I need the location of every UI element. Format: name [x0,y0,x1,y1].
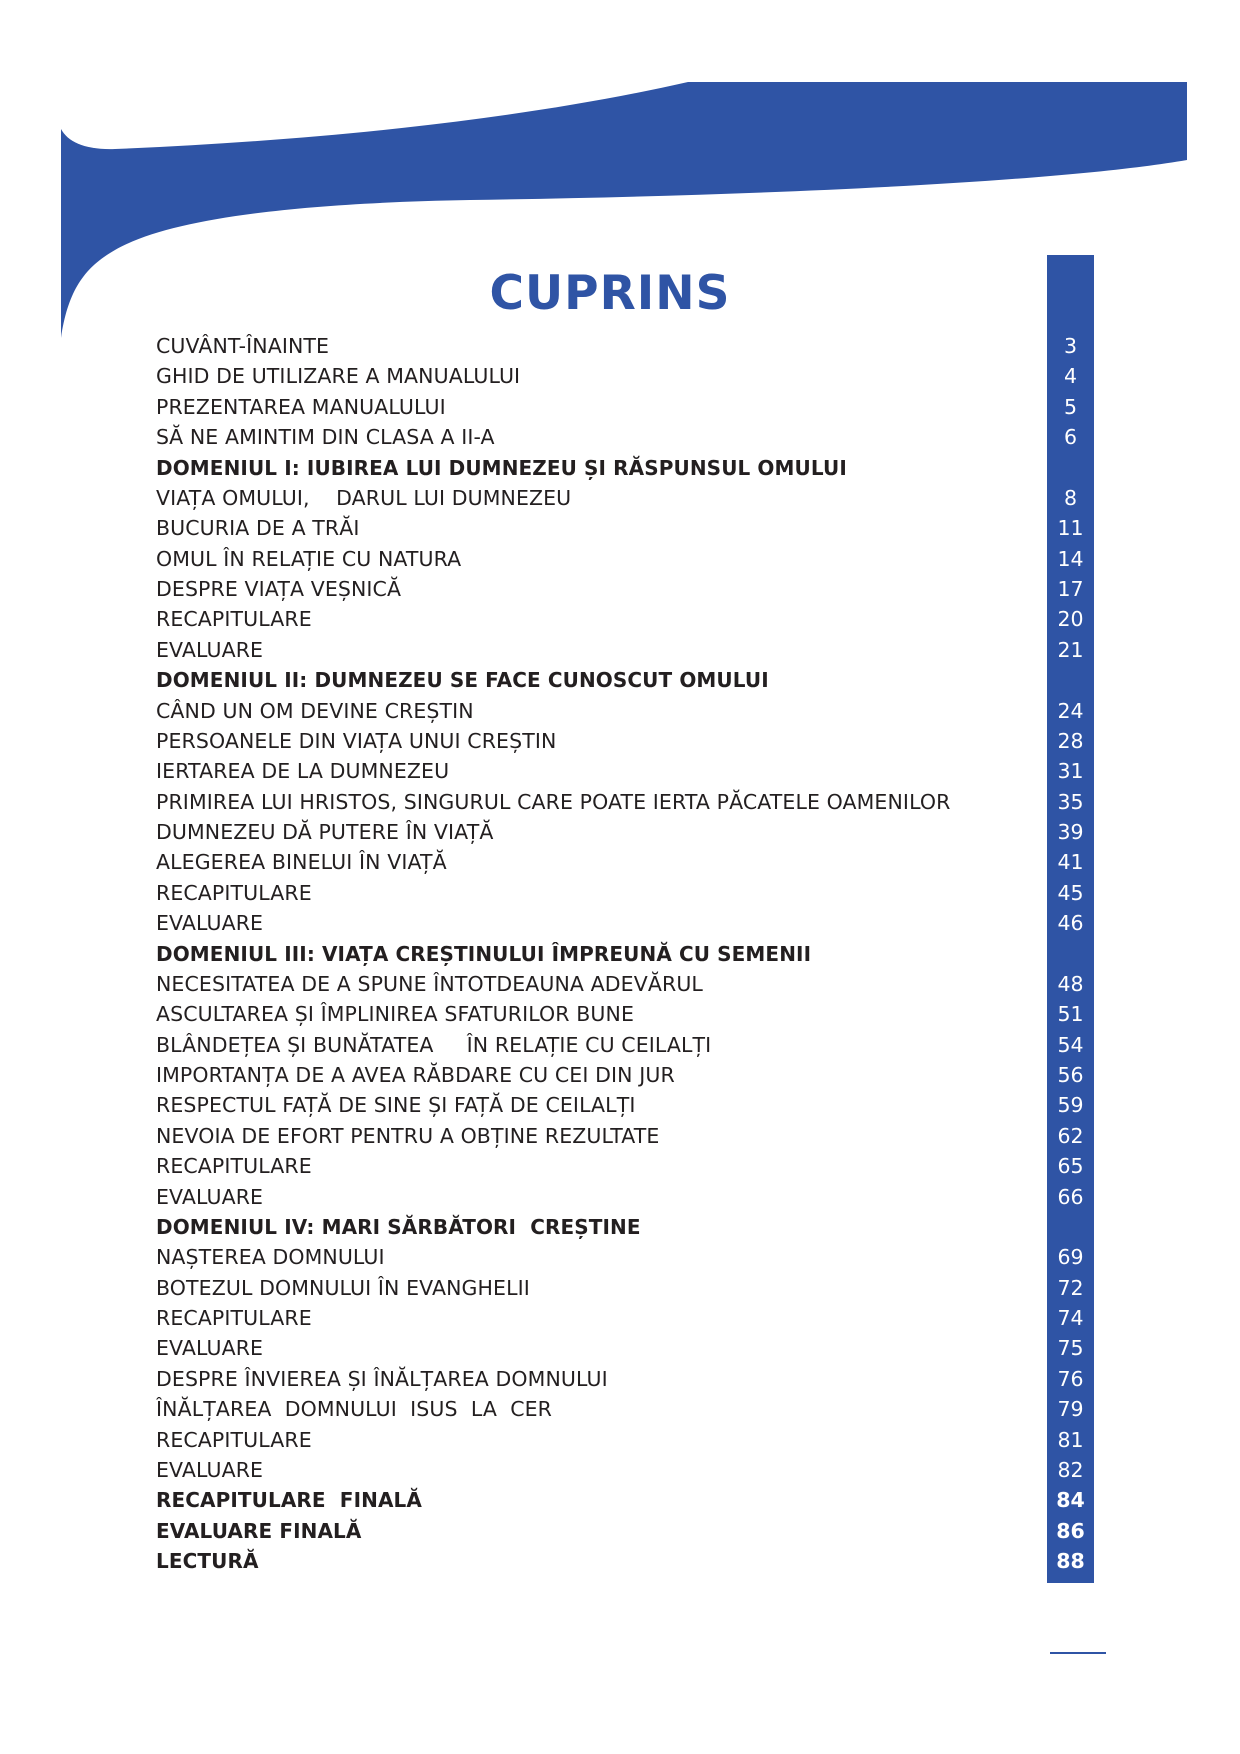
table-of-contents [0,331,1240,1576]
toc-entry-page: 48 [1057,971,1084,996]
toc-entry-title: NAȘTEREA DOMNULUI [156,1245,385,1270]
toc-entry-page: 4 [1063,364,1078,389]
toc-entry [0,1394,1240,1424]
toc-entry-title: IERTAREA DE LA DUMNEZEU [156,759,450,784]
toc-entry-page: 54 [1057,1032,1084,1057]
toc-entry-title: EVALUARE [156,911,264,936]
toc-entry [0,847,1240,877]
toc-entry-page: 45 [1057,880,1084,905]
toc-entry-title: LECTURĂ [156,1549,259,1573]
toc-entry-title: GHID DE UTILIZARE A MANUALULUI [156,364,521,389]
toc-entry [0,422,1240,452]
toc-entry-title: DESPRE ÎNVIEREA ȘI ÎNĂLȚAREA DOMNULUI [156,1366,608,1391]
toc-entry-title: RECAPITULARE [156,1427,312,1452]
toc-entry-title: DOMENIUL III: VIAȚA CREȘTINULUI ÎMPREUNĂ CU SEMENII [156,941,812,966]
toc-entry-page: 59 [1057,1093,1084,1118]
toc-entry [0,1242,1240,1272]
toc-entry-title: BLÂNDEȚEA ȘI BUNĂTATEA ÎN RELAȚIE CU CEILALȚI [156,1032,712,1057]
toc-entry [0,1455,1240,1485]
toc-entry-page: 35 [1057,789,1084,814]
toc-section-heading [0,1212,1240,1242]
toc-entry-page: 28 [1057,728,1084,753]
toc-entry-page: 56 [1057,1063,1084,1087]
toc-entry-page: 3 [1063,334,1078,358]
toc-entry-title: EVALUARE [156,1184,264,1209]
toc-entry [0,1425,1240,1455]
toc-entry-title: DESPRE VIAȚA VEȘNICĂ [156,577,402,601]
toc-entry-page: 8 [1063,485,1078,510]
toc-entry-title: PREZENTAREA MANUALULUI [156,394,446,419]
toc-entry [0,696,1240,726]
toc-entry-title: NECESITATEA DE A SPUNE ÎNTOTDEAUNA ADEVĂRUL [156,971,703,996]
toc-entry [0,331,1240,361]
toc-entry-page: 76 [1057,1366,1084,1391]
toc-entry-title: EVALUARE [156,1457,264,1482]
toc-entry-title: ALEGEREA BINELUI ÎN VIAȚĂ [156,850,447,875]
toc-entry [0,483,1240,513]
toc-entry-title: PERSOANELE DIN VIAȚA UNUI CREȘTIN [156,728,557,753]
toc-entry-title: RECAPITULARE [156,1154,312,1179]
toc-entry [0,1273,1240,1303]
toc-section-heading [0,1516,1240,1546]
toc-entry-page: 17 [1057,577,1084,601]
toc-entry [0,969,1240,999]
toc-entry [0,574,1240,604]
toc-entry [0,604,1240,634]
toc-entry-page: 41 [1057,850,1084,875]
toc-entry-page: 46 [1057,911,1084,936]
toc-entry-page: 86 [1056,1518,1085,1543]
toc-entry [0,1030,1240,1060]
toc-entry [0,787,1240,817]
toc-entry-title: CÂND UN OM DEVINE CREȘTIN [156,698,474,723]
toc-entry [0,817,1240,847]
toc-entry [0,1121,1240,1151]
toc-entry [0,1364,1240,1394]
toc-section-heading [0,939,1240,969]
toc-entry-title: RESPECTUL FAȚĂ DE SINE ȘI FAȚĂ DE CEILALȚI [156,1093,636,1118]
toc-section-heading [0,1546,1240,1576]
toc-entry-page: 79 [1057,1397,1084,1422]
toc-entry-title: BUCURIA DE A TRĂI [156,516,360,541]
toc-entry-page: 81 [1057,1427,1084,1452]
toc-entry [0,1151,1240,1181]
toc-entry-page: 66 [1057,1184,1084,1209]
toc-entry-page: 24 [1057,698,1084,723]
page-title: CUPRINS [489,266,731,321]
toc-entry-page: 51 [1057,1002,1084,1027]
toc-section-heading [0,665,1240,695]
toc-entry [0,1090,1240,1120]
toc-entry [0,756,1240,786]
toc-entry-title: DOMENIUL II: DUMNEZEU SE FACE CUNOSCUT OMULUI [156,668,769,693]
toc-entry-page: 75 [1057,1336,1084,1361]
toc-entry-title: VIAȚA OMULUI, DARUL LUI DUMNEZEU [156,485,572,510]
toc-entry-page: 82 [1057,1457,1084,1482]
toc-entry-title: IMPORTANȚA DE A AVEA RĂBDARE CU CEI DIN JUR [156,1063,675,1087]
toc-entry-page: 69 [1057,1245,1084,1270]
toc-entry [0,361,1240,391]
toc-entry-title: RECAPITULARE [156,607,312,632]
toc-entry-title: OMUL ÎN RELAȚIE CU NATURA [156,546,462,571]
toc-entry-title: RECAPITULARE FINALĂ [156,1488,422,1513]
toc-entry-title: DOMENIUL IV: MARI SĂRBĂTORI CREȘTINE [156,1214,641,1239]
toc-entry-title: PRIMIREA LUI HRISTOS, SINGURUL CARE POATE IERTA PĂCATELE OAMENILOR [156,789,951,814]
toc-entry-page: 72 [1057,1275,1084,1300]
toc-entry-page: 14 [1057,546,1084,571]
toc-entry-title: ÎNĂLȚAREA DOMNULUI ISUS LA CER [156,1397,553,1422]
toc-entry-page: 65 [1057,1154,1084,1179]
toc-entry-title: CUVÂNT-ÎNAINTE [156,334,330,358]
toc-entry [0,513,1240,543]
toc-entry-page: 62 [1057,1123,1084,1148]
toc-entry-title: RECAPITULARE [156,1306,312,1330]
toc-entry [0,908,1240,938]
toc-entry-page: 6 [1063,425,1078,450]
footer-rule [1050,1652,1106,1654]
toc-entry-page: 74 [1057,1306,1084,1330]
toc-entry [0,1303,1240,1333]
toc-section-heading [0,453,1240,483]
toc-entry-title: EVALUARE [156,637,264,662]
toc-entry-title: ASCULTAREA ȘI ÎMPLINIREA SFATURILOR BUNE [156,1002,635,1027]
toc-entry [0,1060,1240,1090]
toc-entry [0,1333,1240,1363]
toc-entry-title: DOMENIUL I: IUBIREA LUI DUMNEZEU ȘI RĂSPUNSUL OMULUI [156,455,847,480]
toc-entry-title: NEVOIA DE EFORT PENTRU A OBȚINE REZULTATE [156,1123,660,1148]
toc-entry-title: EVALUARE FINALĂ [156,1518,362,1543]
toc-entry [0,726,1240,756]
toc-entry-page: 21 [1057,637,1084,662]
toc-entry [0,999,1240,1029]
toc-entry-title: RECAPITULARE [156,880,312,905]
toc-entry [0,1182,1240,1212]
toc-entry-page: 5 [1063,394,1078,419]
toc-entry-page: 39 [1057,820,1084,844]
toc-entry-page: 20 [1057,607,1084,632]
toc-entry-page: 84 [1056,1488,1085,1513]
toc-entry [0,635,1240,665]
toc-entry [0,878,1240,908]
toc-entry-title: BOTEZUL DOMNULUI ÎN EVANGHELII [156,1275,530,1300]
toc-section-heading [0,1485,1240,1515]
toc-entry-title: SĂ NE AMINTIM DIN CLASA A II-A [156,425,495,450]
toc-entry-page: 11 [1057,516,1084,541]
toc-entry [0,544,1240,574]
toc-entry-title: DUMNEZEU DĂ PUTERE ÎN VIAȚĂ [156,820,494,844]
toc-entry-page: 88 [1056,1549,1085,1573]
toc-entry [0,392,1240,422]
toc-entry-page: 31 [1057,759,1084,784]
toc-entry-title: EVALUARE [156,1336,264,1361]
